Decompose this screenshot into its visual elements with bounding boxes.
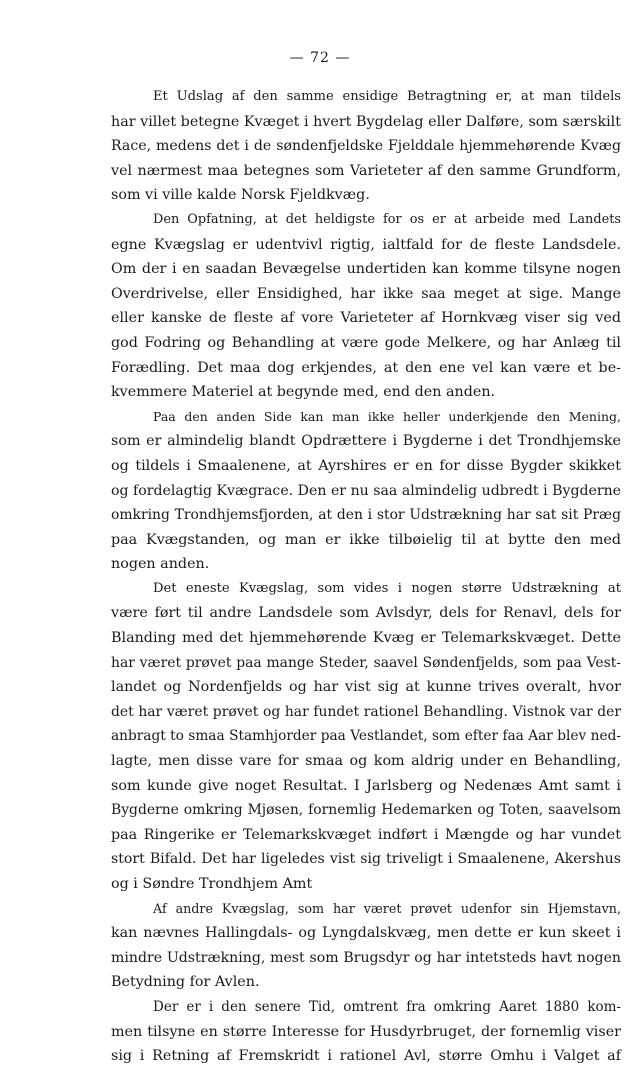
paragraph-3 [111,405,621,577]
text-line: Det eneste Kvægslag, som vides i nogen større Udstrækning at [153,580,621,596]
body-text [111,85,621,1069]
paragraph-1 [111,85,621,208]
text-line: kan nævnes Hallingdals- og Lyngdalskvæg, men dette er kun skeet i [111,925,621,942]
text-line: Overdrivelse, eller Ensidighed, har ikke saa meget at sige. Mange [111,285,621,302]
text-line: mindre Udstrækning, mest som Brugsdyr og har intetsteds havt nogen [111,949,621,966]
text-line: Bygderne omkring Mjøsen, fornemlig Hedemarken og Toten, saavelsom [111,802,621,819]
text-line: har villet betegne Kvæget i hvert Bygdelag eller Dalføre, som særskilt [111,113,621,130]
text-line: god Fodring og Behandling at være gode Melkere, og har Anlæg til [111,334,621,351]
paragraph-2 [111,208,621,405]
text-line: har været prøvet paa mange Steder, saavel Søndenfjelds, som paa Vest- [111,654,621,671]
text-line: nogen anden. [111,556,210,573]
text-line: Race, medens det i de søndenfjeldske Fjelddale hjemmehørende Kvæg [111,138,621,155]
text-line: paa Kvægstanden, og man er ikke tilbøielig til at bytte den med [111,531,621,548]
text-line: egne Kvægslag er udentvivl rigtig, ialtfald for de fleste Landsdele. [111,236,621,253]
paragraph-5 [111,897,621,995]
text-line: Der er i den senere Tid, omtrent fra omkring Aaret 1880 kom- [153,998,621,1015]
paragraph-4 [111,577,621,897]
text-line: det har været prøvet og har fundet rationel Behandling. Vistnok var der [111,703,621,720]
text-line: Paa den anden Side kan man ikke heller underkjende den Mening, [153,408,621,424]
text-line: Om der i en saadan Bevægelse undertiden kan komme tilsyne nogen [111,261,621,278]
text-line: og tildels i Smaalenene, at Ayrshires er en for disse Bygder skikket [111,457,621,474]
text-line: som kunde give noget Resultat. I Jarlsberg og Nedenæs Amt samt i [111,777,621,794]
text-line: Forædling. Det maa dog erkjendes, at den ene vel kan være et be- [111,359,621,376]
text-line: som er almindelig blandt Opdrættere i Bygderne i det Trondhjemske [111,433,621,450]
text-line: Blanding med det hjemmehørende Kvæg er Telemarkskvæget. Dette [111,630,621,647]
text-line: være ført til andre Landsdele som Avlsdyr, dels for Renavl, dels for [111,605,621,622]
page-number: — 72 — [289,50,351,66]
text-line: stort Bifald. Det har ligeledes vist sig triveligt i Smaalenene, Akershus [111,851,621,868]
text-line: og fordelagtig Kvægrace. Den er nu saa almindelig udbredt i Bygderne [111,482,621,499]
text-line: vel nærmest maa betegnes som Varieteter af den samme Grundform, [111,162,621,179]
text-line: sig i Retning af Fremskridt i rationel Avl, større Omhu i Valget af [111,1048,621,1065]
text-line: Et Udslag af den samme ensidige Betragtning er, at man tildels [153,89,621,104]
text-line: paa Ringerike er Telemarkskvæget indført i Mængde og har vundet [111,826,621,843]
text-line: landet og Nordenfjelds og har vist sig at kunne trives overalt, hvor [111,679,621,696]
text-line: og i Søndre Trondhjem Amt [111,876,313,892]
text-line: Betydning for Avlen. [111,974,260,991]
text-line: anbragt to smaa Stamhjorder paa Vestlandet, som efter faa Aar blev ned- [111,728,621,745]
paragraph-6 [111,995,621,1069]
text-line: kvemmere Materiel at begynde med, end den anden. [111,384,496,401]
text-line: men tilsyne en større Interesse for Husdyrbruget, der fornemlig viser [111,1023,621,1040]
text-line: omkring Trondhjemsfjorden, at den i stor Udstrækning har sat sit Præg [111,507,621,524]
text-line: lagte, men disse vare for smaa og kom aldrig under en Behandling, [111,753,621,770]
text-line: Den Opfatning, at det heldigste for os er at arbeide med Landets [153,211,621,227]
text-line: Af andre Kvægslag, som har været prøvet udenfor sin Hjemstavn, [153,900,621,916]
text-line: som vi ville kalde Norsk Fjeldkvæg. [111,187,370,204]
text-line: eller kanske de fleste af vore Varieteter af Hornkvæg viser sig ved [111,310,621,327]
